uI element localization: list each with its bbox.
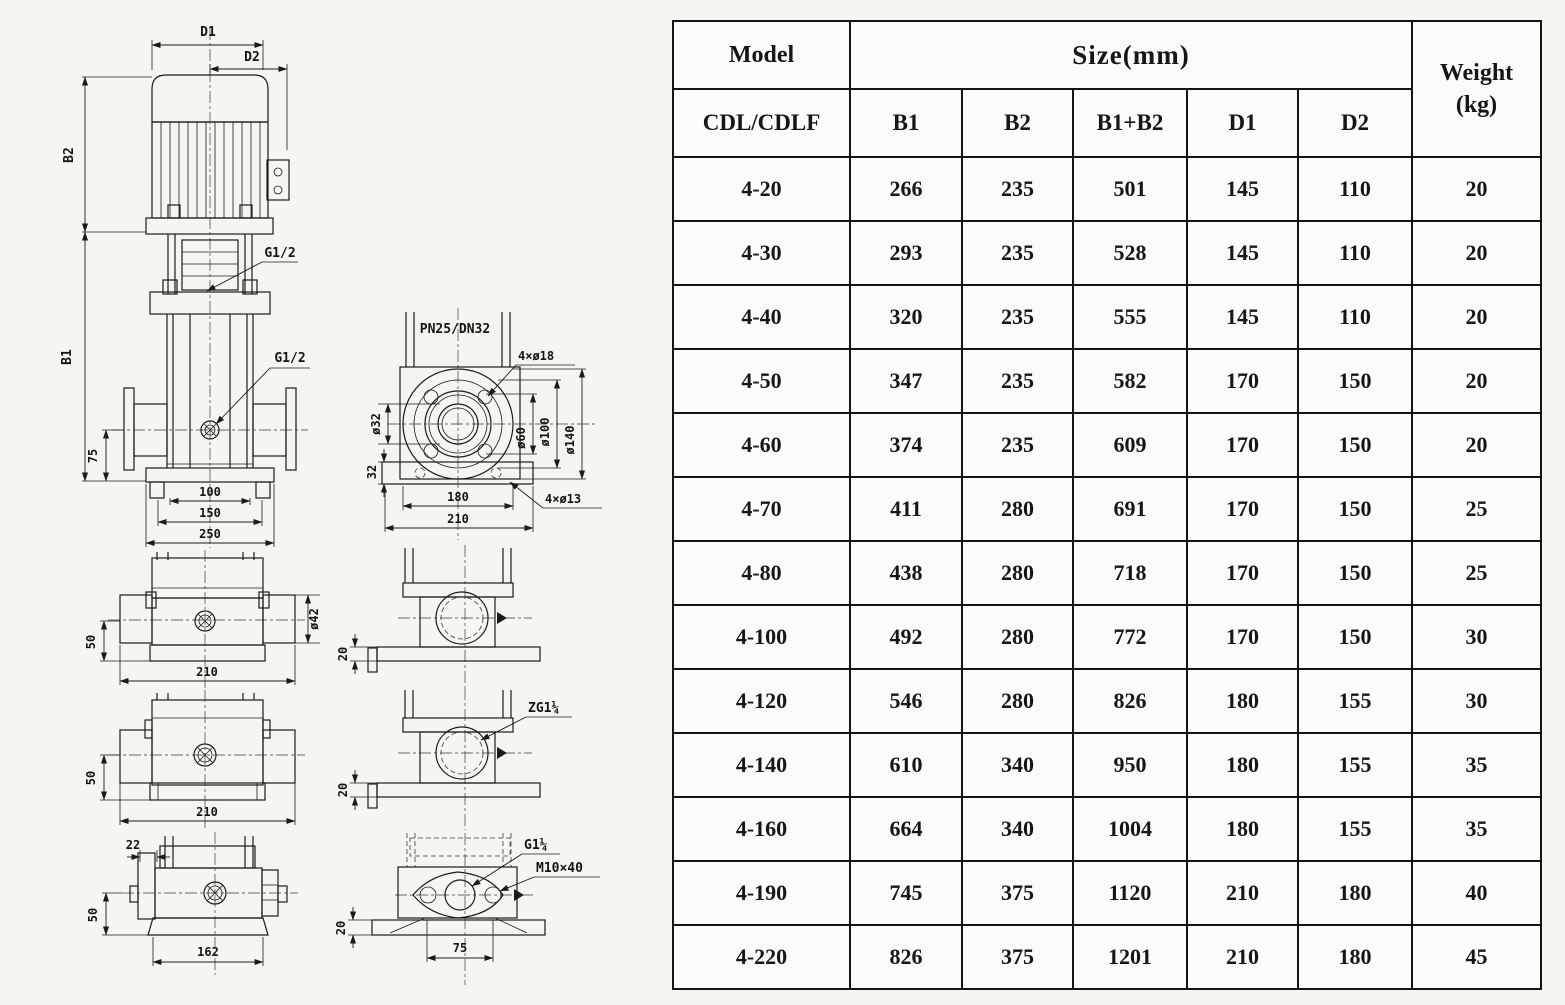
cell-b1: 745 bbox=[850, 861, 962, 925]
cell-d1: 170 bbox=[1187, 477, 1298, 541]
header-col-d2: D2 bbox=[1298, 89, 1412, 157]
pump-drawing-svg bbox=[0, 0, 660, 1000]
cell-b2: 235 bbox=[962, 221, 1073, 285]
table-row bbox=[673, 157, 1541, 221]
cell-weight: 25 bbox=[1412, 541, 1541, 605]
table-row bbox=[673, 669, 1541, 733]
cell-model: 4-220 bbox=[673, 925, 850, 989]
dim-label-dia100: ø100 bbox=[538, 417, 552, 447]
dim-162 bbox=[153, 937, 263, 966]
dim-210-view2 bbox=[120, 645, 295, 685]
cell-b2: 235 bbox=[962, 349, 1073, 413]
cell-model: 4-40 bbox=[673, 285, 850, 349]
cell-b1: 826 bbox=[850, 925, 962, 989]
cell-d1: 170 bbox=[1187, 413, 1298, 477]
cell-d1: 180 bbox=[1187, 797, 1298, 861]
front-view bbox=[60, 25, 310, 548]
cell-b1: 320 bbox=[850, 285, 962, 349]
dim-d2 bbox=[210, 50, 287, 150]
cell-weight: 20 bbox=[1412, 221, 1541, 285]
cell-d2: 150 bbox=[1298, 477, 1412, 541]
dim-150 bbox=[158, 500, 262, 526]
cell-b1b2: 609 bbox=[1073, 413, 1187, 477]
cell-d2: 150 bbox=[1298, 413, 1412, 477]
side-view-4-right bbox=[334, 833, 600, 985]
dim-label-dia32: ø32 bbox=[369, 413, 383, 435]
dim-label-m10x40: M10×40 bbox=[536, 861, 583, 876]
cell-b1: 293 bbox=[850, 221, 962, 285]
cell-b2: 280 bbox=[962, 477, 1073, 541]
dim-label-50-view4: 50 bbox=[86, 907, 100, 923]
table-row bbox=[673, 349, 1541, 413]
cell-b1: 347 bbox=[850, 349, 962, 413]
cell-b2: 280 bbox=[962, 605, 1073, 669]
table-row bbox=[673, 605, 1541, 669]
cell-d1: 145 bbox=[1187, 157, 1298, 221]
header-weight-line1: Weight bbox=[1439, 59, 1514, 86]
cell-model: 4-80 bbox=[673, 541, 850, 605]
cell-weight: 25 bbox=[1412, 477, 1541, 541]
side-view-3-left bbox=[84, 690, 305, 828]
cell-d2: 155 bbox=[1298, 733, 1412, 797]
cell-d2: 150 bbox=[1298, 541, 1412, 605]
cell-b2: 235 bbox=[962, 413, 1073, 477]
header-col-d1: D1 bbox=[1187, 89, 1298, 157]
cell-d2: 150 bbox=[1298, 349, 1412, 413]
dim-b2 bbox=[62, 77, 152, 232]
cell-weight: 35 bbox=[1412, 797, 1541, 861]
cell-b1b2: 826 bbox=[1073, 669, 1187, 733]
cell-b1b2: 501 bbox=[1073, 157, 1187, 221]
cell-b2: 235 bbox=[962, 285, 1073, 349]
dimensions-table bbox=[672, 20, 1542, 990]
cell-model: 4-120 bbox=[673, 669, 850, 733]
dim-75 bbox=[86, 430, 124, 481]
dim-20-view3 bbox=[336, 770, 377, 810]
cell-b1: 664 bbox=[850, 797, 962, 861]
cell-b1: 610 bbox=[850, 733, 962, 797]
cell-b2: 340 bbox=[962, 733, 1073, 797]
dim-label-20-view3: 20 bbox=[336, 782, 350, 798]
dim-label-210-flange: 210 bbox=[447, 512, 469, 526]
callout-m10x40 bbox=[500, 861, 600, 891]
cell-d2: 110 bbox=[1298, 221, 1412, 285]
cell-b1: 266 bbox=[850, 157, 962, 221]
cell-b1b2: 582 bbox=[1073, 349, 1187, 413]
cell-weight: 30 bbox=[1412, 669, 1541, 733]
cell-b1b2: 555 bbox=[1073, 285, 1187, 349]
cell-b1: 374 bbox=[850, 413, 962, 477]
dim-label-b1: B1 bbox=[60, 349, 75, 365]
dim-label-100: 100 bbox=[199, 485, 221, 499]
pump-dimension-drawing bbox=[0, 0, 660, 1000]
cell-weight: 20 bbox=[1412, 349, 1541, 413]
cell-model: 4-30 bbox=[673, 221, 850, 285]
cell-d1: 180 bbox=[1187, 669, 1298, 733]
cell-d1: 145 bbox=[1187, 285, 1298, 349]
dim-50-view2 bbox=[84, 621, 150, 661]
side-view-3-right bbox=[336, 688, 572, 830]
table-row bbox=[673, 797, 1541, 861]
dim-label-dia60: ø60 bbox=[514, 427, 528, 449]
flange-top-view bbox=[365, 308, 602, 540]
cell-model: 4-190 bbox=[673, 861, 850, 925]
cell-d2: 155 bbox=[1298, 669, 1412, 733]
dim-label-180: 180 bbox=[447, 490, 469, 504]
cell-d2: 180 bbox=[1298, 861, 1412, 925]
cell-d1: 180 bbox=[1187, 733, 1298, 797]
cell-b1b2: 718 bbox=[1073, 541, 1187, 605]
cell-weight: 35 bbox=[1412, 733, 1541, 797]
cell-model: 4-160 bbox=[673, 797, 850, 861]
cell-weight: 40 bbox=[1412, 861, 1541, 925]
cell-b1b2: 1004 bbox=[1073, 797, 1187, 861]
side-view-4-left bbox=[86, 832, 298, 975]
cell-b2: 375 bbox=[962, 861, 1073, 925]
cell-d2: 150 bbox=[1298, 605, 1412, 669]
cell-model: 4-100 bbox=[673, 605, 850, 669]
cell-b1: 492 bbox=[850, 605, 962, 669]
cell-weight: 20 bbox=[1412, 413, 1541, 477]
cell-b1b2: 950 bbox=[1073, 733, 1187, 797]
side-view-2-left bbox=[84, 550, 321, 688]
header-col-b1b2: B1+B2 bbox=[1073, 89, 1187, 157]
dim-label-32: 32 bbox=[365, 464, 379, 480]
dim-label-d1: D1 bbox=[200, 25, 216, 40]
dim-label-75-view4: 75 bbox=[452, 941, 468, 955]
dim-label-dia42: ø42 bbox=[307, 608, 321, 630]
cell-b2: 235 bbox=[962, 157, 1073, 221]
cell-model: 4-20 bbox=[673, 157, 850, 221]
dim-label-22: 22 bbox=[125, 838, 141, 852]
dim-label-210-view3: 210 bbox=[196, 805, 218, 819]
dim-label-g12-lower: G1/2 bbox=[274, 351, 306, 366]
header-col-b2: B2 bbox=[962, 89, 1073, 157]
cell-weight: 30 bbox=[1412, 605, 1541, 669]
cell-d1: 145 bbox=[1187, 221, 1298, 285]
header-weight-line2: (kg) bbox=[1455, 92, 1498, 118]
cell-b1: 546 bbox=[850, 669, 962, 733]
motor-outline bbox=[146, 75, 289, 234]
cell-b2: 340 bbox=[962, 797, 1073, 861]
cell-d1: 170 bbox=[1187, 605, 1298, 669]
dim-label-d2: D2 bbox=[244, 50, 260, 65]
cell-d2: 155 bbox=[1298, 797, 1412, 861]
cell-b2: 280 bbox=[962, 541, 1073, 605]
dim-180 bbox=[403, 486, 513, 510]
cell-b2: 375 bbox=[962, 925, 1073, 989]
dim-75-view4 bbox=[427, 920, 493, 962]
cell-b1b2: 691 bbox=[1073, 477, 1187, 541]
cell-d2: 110 bbox=[1298, 157, 1412, 221]
cell-b1b2: 1120 bbox=[1073, 861, 1187, 925]
dim-label-g12-upper: G1/2 bbox=[264, 246, 296, 261]
dim-label-75: 75 bbox=[86, 448, 100, 464]
header-col-b1: B1 bbox=[850, 89, 962, 157]
table-row bbox=[673, 861, 1541, 925]
header-weight bbox=[1412, 21, 1541, 157]
dim-label-210-view2: 210 bbox=[196, 665, 218, 679]
cell-model: 4-60 bbox=[673, 413, 850, 477]
cell-weight: 45 bbox=[1412, 925, 1541, 989]
dim-label-50-view3: 50 bbox=[84, 770, 98, 786]
cell-d2: 180 bbox=[1298, 925, 1412, 989]
cell-b1: 411 bbox=[850, 477, 962, 541]
header-model-sub: CDL/CDLF bbox=[673, 89, 850, 157]
table-body bbox=[673, 157, 1541, 989]
dim-label-dia140: ø140 bbox=[563, 425, 577, 455]
dim-210-view3 bbox=[120, 783, 295, 825]
cell-model: 4-70 bbox=[673, 477, 850, 541]
table-row bbox=[673, 541, 1541, 605]
dim-label-150: 150 bbox=[199, 506, 221, 520]
dim-label-250: 250 bbox=[199, 527, 221, 541]
table-row bbox=[673, 413, 1541, 477]
table-row bbox=[673, 477, 1541, 541]
dim-label-pn25-dn32: PN25/DN32 bbox=[419, 322, 491, 337]
dim-label-20-view2: 20 bbox=[336, 646, 350, 662]
cell-weight: 20 bbox=[1412, 157, 1541, 221]
dim-label-162: 162 bbox=[197, 945, 219, 959]
callout-4x13 bbox=[510, 482, 602, 508]
side-view-2-right bbox=[336, 545, 540, 688]
table-row bbox=[673, 285, 1541, 349]
cell-d1: 170 bbox=[1187, 541, 1298, 605]
dim-label-4x18: 4×ø18 bbox=[518, 349, 555, 363]
dim-dia42 bbox=[295, 595, 321, 643]
dim-label-4x13: 4×ø13 bbox=[545, 492, 582, 506]
header-model: Model bbox=[673, 21, 850, 89]
cell-d1: 210 bbox=[1187, 861, 1298, 925]
dim-label-b2: B2 bbox=[62, 147, 77, 163]
table-row bbox=[673, 925, 1541, 989]
cell-model: 4-50 bbox=[673, 349, 850, 413]
dim-b1 bbox=[60, 232, 146, 481]
dim-50-view4 bbox=[86, 893, 148, 935]
cell-b2: 280 bbox=[962, 669, 1073, 733]
dim-label-zg114: ZG1¼ bbox=[528, 701, 560, 716]
cell-d1: 170 bbox=[1187, 349, 1298, 413]
cell-b1b2: 772 bbox=[1073, 605, 1187, 669]
dim-20-view4 bbox=[334, 907, 372, 948]
cell-model: 4-140 bbox=[673, 733, 850, 797]
cell-weight: 20 bbox=[1412, 285, 1541, 349]
cell-b1b2: 528 bbox=[1073, 221, 1187, 285]
table-row bbox=[673, 221, 1541, 285]
cell-b1b2: 1201 bbox=[1073, 925, 1187, 989]
cell-b1: 438 bbox=[850, 541, 962, 605]
table-row bbox=[673, 733, 1541, 797]
dim-label-g114: G1¼ bbox=[524, 838, 548, 853]
header-size-group: Size(mm) bbox=[850, 21, 1412, 89]
dim-20-view2 bbox=[336, 634, 377, 674]
dim-label-20-view4: 20 bbox=[334, 920, 348, 936]
cell-d2: 110 bbox=[1298, 285, 1412, 349]
dim-22 bbox=[126, 838, 170, 862]
dim-50-view3 bbox=[84, 755, 150, 800]
cell-d1: 210 bbox=[1187, 925, 1298, 989]
dim-label-50-view2: 50 bbox=[84, 634, 98, 650]
